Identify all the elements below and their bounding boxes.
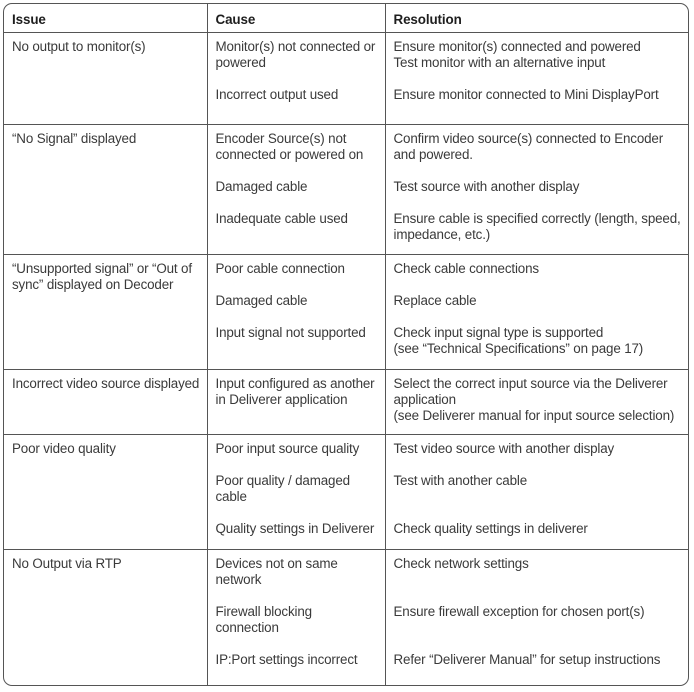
resolution-cell [385,434,688,549]
cause-line: Monitor(s) not connected or [215,38,376,54]
resolution-line: Test video source with another display [393,440,615,456]
resolution-entry [394,441,689,457]
resolution-line: Ensure monitor(s) connected and powered [393,38,641,54]
resolution-line: Confirm video source(s) connected to Encoder [393,130,664,146]
resolution-line: Test monitor with an alternative input [393,54,606,70]
cause-cell [207,434,385,549]
cause-cell [207,32,385,124]
cause-line: in Deliverer application [215,391,348,407]
resolution-entry [394,293,689,309]
resolution-line: and powered. [393,146,473,162]
cause-line: Damaged cable [215,292,308,308]
resolution-entry [394,325,689,357]
issue-text: “Unsupported signal” or “Out of [12,260,192,276]
resolution-line: Test with another cable [393,472,528,488]
resolution-line: Refer “Deliverer Manual” for setup instructions [393,651,661,667]
resolution-entry [394,652,689,668]
cause-entry [216,556,385,588]
cause-cell [207,549,385,686]
resolution-cell [385,32,688,124]
cause-line: network [215,571,262,587]
resolution-line: Select the correct input source via the Deliverer [393,375,668,391]
table-row [4,434,688,549]
table-row [4,254,688,369]
cause-line: connection [215,619,279,635]
cause-line: Input signal not supported [215,324,366,340]
cause-line: Damaged cable [215,178,308,194]
header-cause: Cause [207,4,385,32]
cause-line: cable [215,488,247,504]
cause-line: Poor quality / damaged [215,472,350,488]
resolution-entry [394,87,689,103]
issue-text: “No Signal” displayed [12,130,137,146]
cause-line: Poor cable connection [215,260,345,276]
issue-text: Incorrect video source displayed [12,375,200,391]
resolution-line: Ensure cable is specified correctly (length, speed, [393,210,681,226]
cause-line: Encoder Source(s) not [215,130,347,146]
resolution-line: Check network settings [393,555,529,571]
resolution-entry [394,261,689,277]
resolution-line: Check quality settings in deliverer [393,520,588,536]
cause-line: Inadequate cable used [215,210,348,226]
cause-line: IP:Port settings incorrect [215,651,358,667]
cause-line: Firewall blocking [215,603,312,619]
issue-cell [4,124,207,254]
cause-entry [216,604,385,636]
cause-entry [216,376,385,408]
table-row [4,124,688,254]
issue-cell [4,32,207,124]
issue-cell [4,254,207,369]
resolution-entry [394,556,689,588]
cause-line: Incorrect output used [215,86,339,102]
header-issue: Issue [4,4,207,32]
cause-cell [207,369,385,434]
resolution-entry [394,473,689,505]
resolution-entry [394,39,689,71]
cause-entry [216,39,385,71]
table-row [4,32,688,124]
resolution-spacer [394,620,689,636]
cause-entry [216,473,385,505]
resolution-line: Test source with another display [393,178,580,194]
header-resolution: Resolution [385,4,688,32]
issue-text: sync” displayed on Decoder [12,276,174,292]
cause-line: powered [215,54,266,70]
cause-entry [216,441,385,457]
cause-entry [216,652,385,668]
resolution-cell [385,124,688,254]
cause-line: Poor input source quality [215,440,360,456]
cause-entry [216,521,385,537]
resolution-spacer [394,489,689,505]
cause-entry [216,179,385,195]
table-row [4,369,688,434]
issue-cell [4,434,207,549]
cause-entry [216,87,385,103]
troubleshooting-table-container [3,3,689,686]
resolution-line: Replace cable [393,292,477,308]
resolution-line: Ensure monitor connected to Mini DisplayPort [393,86,659,102]
resolution-line: Check cable connections [393,260,539,276]
cause-entry [216,211,385,227]
cause-line: Devices not on same [215,555,338,571]
table-header-row [4,4,688,32]
cause-cell [207,254,385,369]
resolution-entry [394,376,689,424]
resolution-line: (see Deliverer manual for input source selection) [393,407,675,423]
resolution-line: Ensure firewall exception for chosen port(s) [393,603,645,619]
resolution-cell [385,369,688,434]
cause-entry [216,131,385,163]
cause-line: Quality settings in Deliverer [215,520,375,536]
resolution-entry [394,604,689,636]
cause-cell [207,124,385,254]
resolution-line: Check input signal type is supported [393,324,604,340]
resolution-line: impedance, etc.) [393,226,491,242]
cause-entry [216,261,385,277]
cause-line: connected or powered on [215,146,364,162]
issue-cell [4,369,207,434]
cause-entry [216,293,385,309]
resolution-cell [385,254,688,369]
issue-cell [4,549,207,686]
resolution-line: (see “Technical Specifications” on page 17) [393,340,644,356]
table-row [4,549,688,686]
issue-text: No output to monitor(s) [12,38,146,54]
resolution-spacer [394,572,689,588]
resolution-entry [394,211,689,243]
resolution-entry [394,131,689,163]
resolution-line: application [393,391,456,407]
issue-text: No Output via RTP [12,555,122,571]
cause-entry [216,325,385,341]
issue-text: Poor video quality [12,440,116,456]
resolution-entry [394,179,689,195]
troubleshooting-table [4,4,688,686]
resolution-cell [385,549,688,686]
resolution-entry [394,521,689,537]
cause-line: Input configured as another [215,375,375,391]
